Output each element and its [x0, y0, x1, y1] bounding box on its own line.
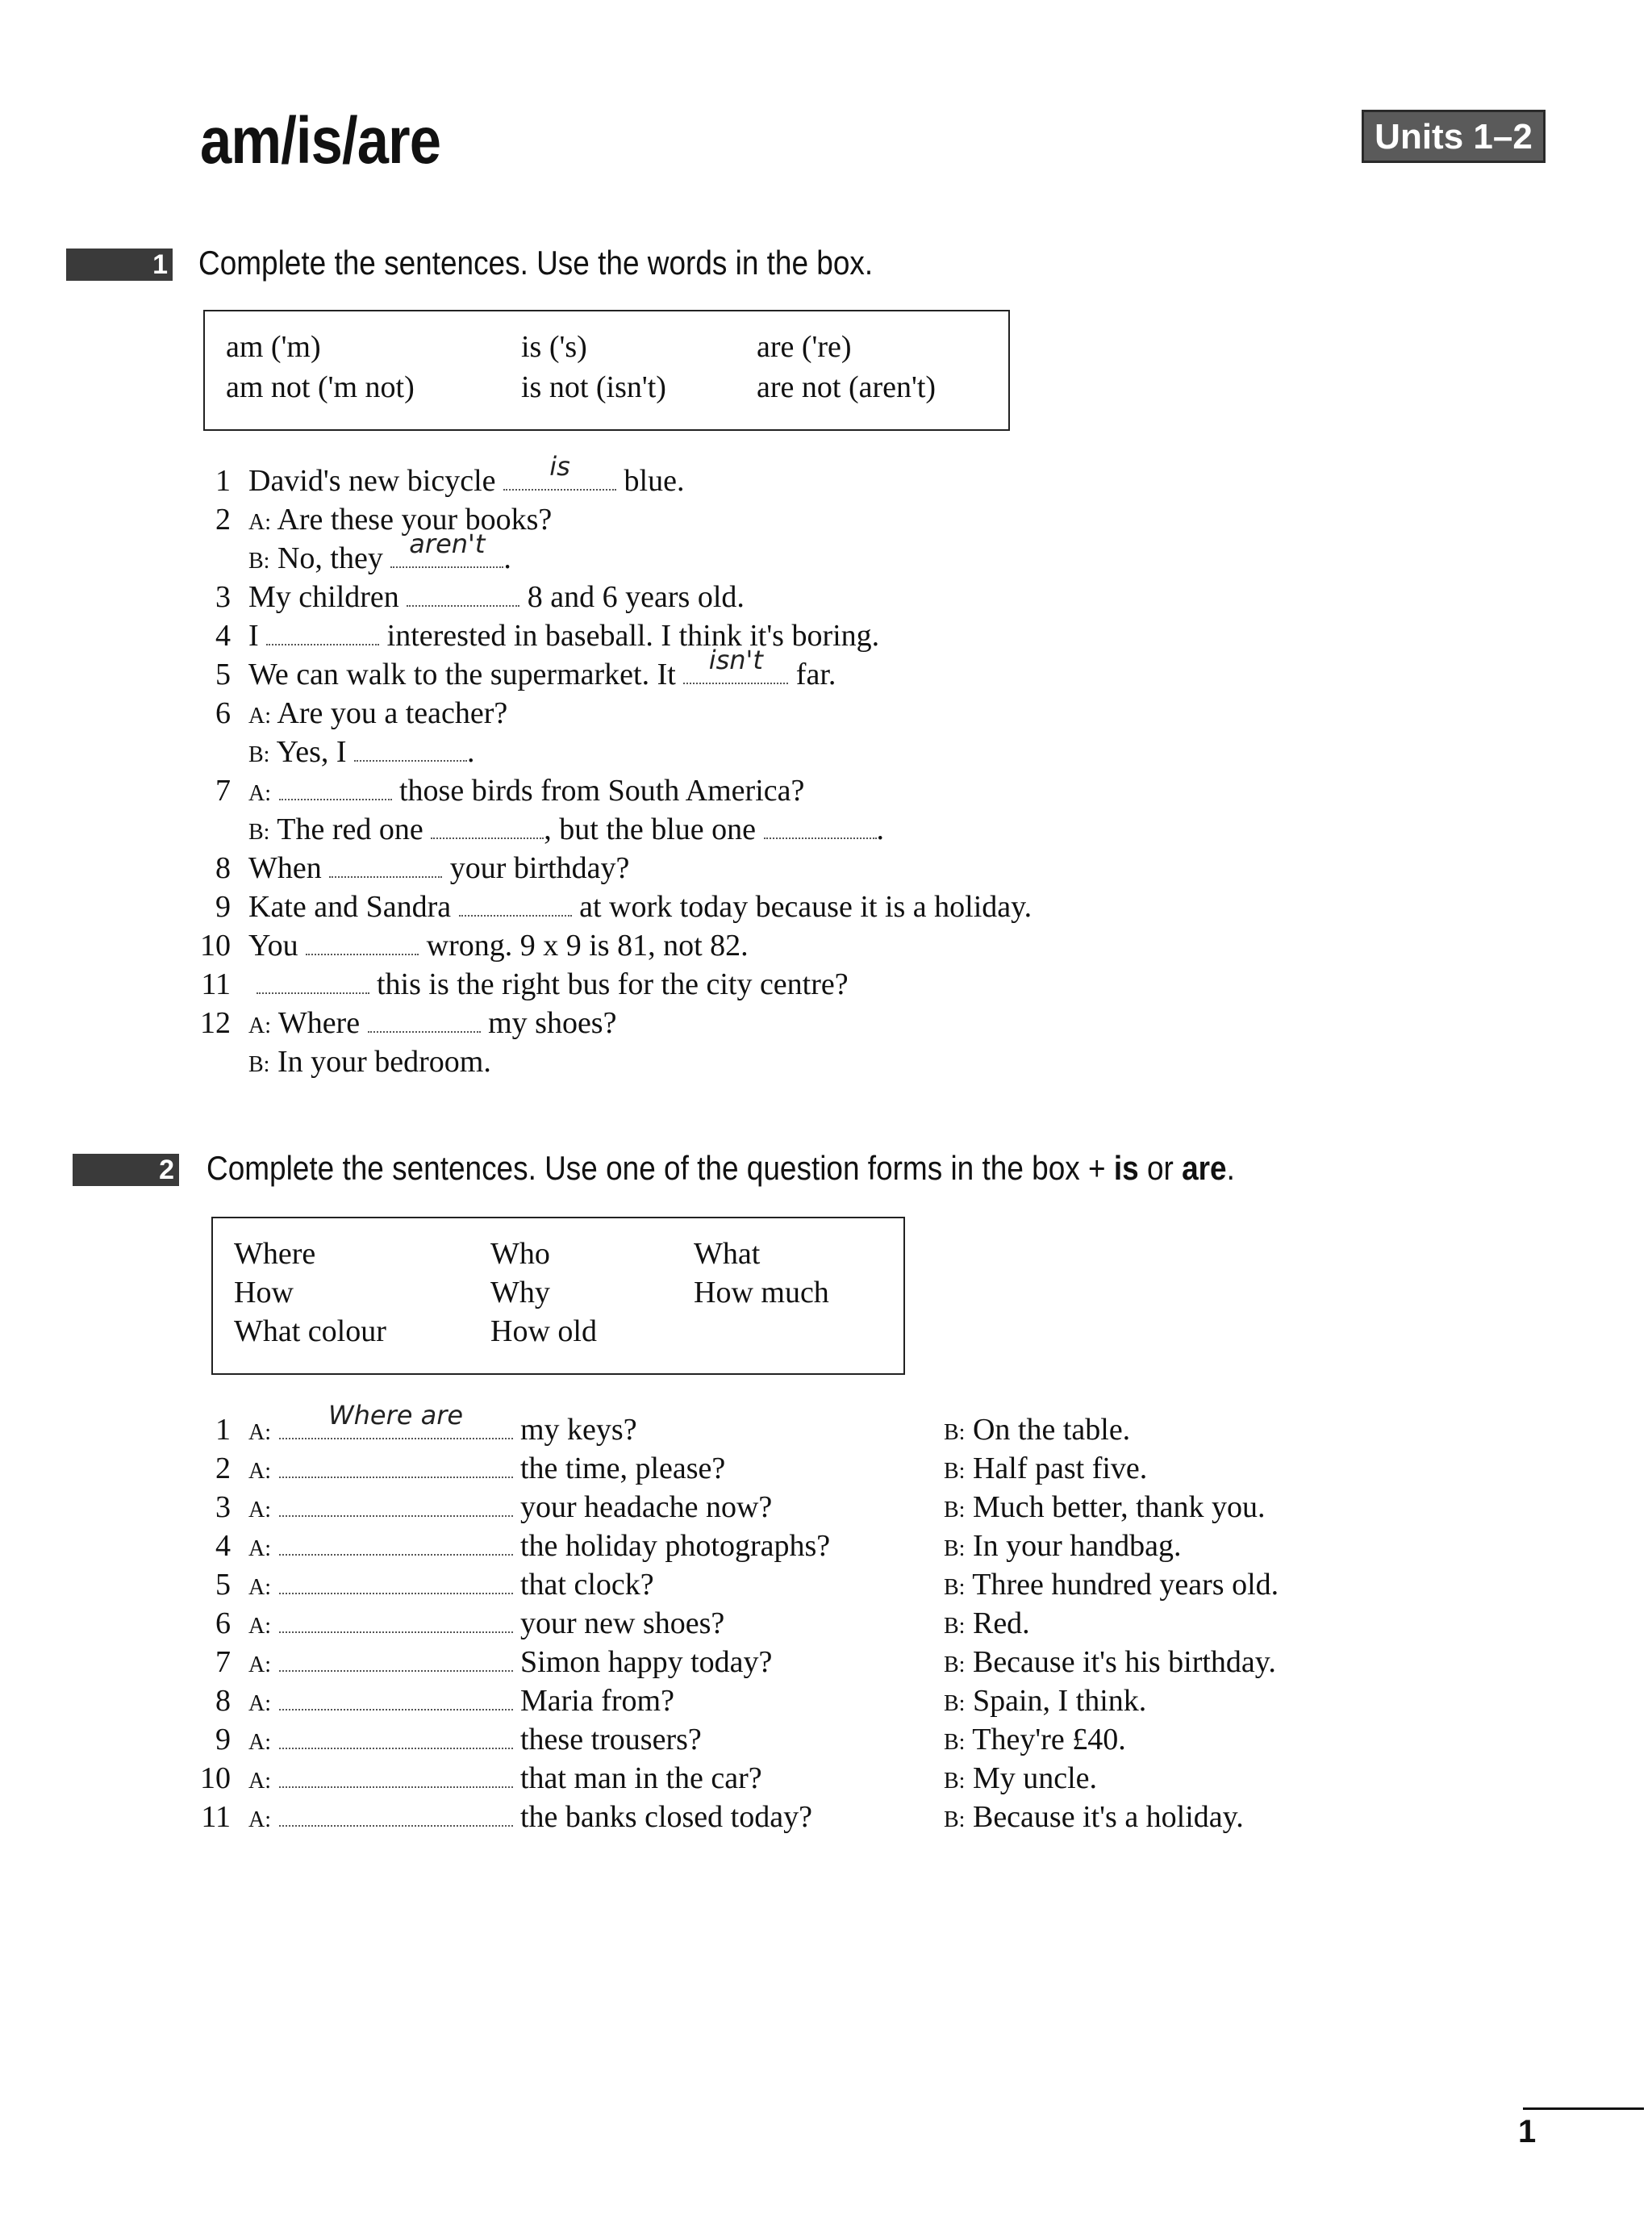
word-box-cell: How old: [490, 1314, 597, 1348]
answer-blank[interactable]: [279, 1530, 513, 1556]
answer-blank[interactable]: [764, 813, 877, 839]
ex2-reply-8: B: Spain, I think.: [944, 1684, 1147, 1718]
ex1-item-3: 3 My children 8 and 6 years old.: [215, 580, 745, 614]
ex1-item-2a: 2 A: Are these your books?: [215, 503, 553, 537]
handwritten-answer: is: [549, 451, 570, 482]
answer-blank[interactable]: [279, 1801, 513, 1827]
ex2-reply-2: B: Half past five.: [944, 1452, 1148, 1485]
answer-blank[interactable]: [257, 968, 369, 994]
word-box-cell: is not (isn't): [521, 370, 666, 404]
ex2-reply-11: B: Because it's a holiday.: [944, 1800, 1244, 1834]
answer-blank[interactable]: [266, 620, 379, 645]
handwritten-answer: aren't: [409, 528, 486, 559]
ex1-item-6b: B: Yes, I .: [248, 735, 475, 769]
handwritten-answer: Where are: [327, 1400, 464, 1431]
word-box-cell: How much: [694, 1276, 829, 1309]
answer-blank[interactable]: [279, 1400, 513, 1439]
ex2-reply-10: B: My uncle.: [944, 1761, 1098, 1795]
ex2-item-4: 4 A: the holiday photographs?: [215, 1529, 831, 1563]
answer-blank[interactable]: [279, 1491, 513, 1517]
ex2-reply-9: B: They're £40.: [944, 1723, 1126, 1756]
word-box-cell: What: [694, 1237, 761, 1271]
page-rule: [1523, 2107, 1644, 2110]
answer-blank[interactable]: [503, 451, 616, 491]
answer-blank[interactable]: [390, 528, 503, 568]
ex1-item-6a: 6 A: Are you a teacher?: [215, 696, 508, 730]
ex2-reply-5: B: Three hundred years old.: [944, 1568, 1279, 1602]
ex2-item-11: 11 A: the banks closed today?: [201, 1800, 812, 1834]
ex2-item-7: 7 A: Simon happy today?: [215, 1645, 773, 1679]
exercise-1-tab: [66, 249, 173, 281]
ex1-item-10: 10 You wrong. 9 x 9 is 81, not 82.: [200, 929, 749, 963]
answer-blank[interactable]: [279, 1452, 513, 1478]
word-box-cell: How: [234, 1276, 294, 1309]
word-box-cell: is ('s): [521, 330, 587, 364]
ex2-reply-1: B: On the table.: [944, 1413, 1131, 1447]
ex1-item-2b: B: No, they aren't .: [194, 539, 511, 581]
ex1-item-11: 11 this is the right bus for the city centre?: [201, 967, 849, 1001]
word-box-cell: are not (aren't): [757, 370, 937, 404]
exercise-1-instruction: Complete the sentences. Use the words in the box.: [198, 244, 874, 282]
word-box-cell: are ('re): [757, 330, 852, 364]
answer-blank[interactable]: [279, 775, 392, 800]
answer-blank[interactable]: [279, 1685, 513, 1710]
ex1-item-12b: B: In your bedroom.: [248, 1045, 491, 1079]
exercise-2-word-box: [211, 1217, 905, 1375]
answer-blank[interactable]: [279, 1646, 513, 1672]
unit-badge: Units 1–2: [1362, 110, 1546, 163]
word-box-cell: Who: [490, 1237, 550, 1271]
ex1-item-5: 5 We can walk to the supermarket. It isn't far.: [194, 655, 836, 694]
answer-blank[interactable]: [306, 929, 419, 955]
answer-blank[interactable]: [279, 1568, 513, 1594]
ex1-item-9: 9 Kate and Sandra at work today because it is a holiday.: [215, 890, 1032, 924]
ex2-reply-6: B: Red.: [944, 1606, 1030, 1640]
handwritten-answer: isn't: [708, 645, 763, 675]
answer-blank[interactable]: [329, 852, 442, 878]
answer-blank[interactable]: [407, 581, 519, 607]
exercise-2-number: 2: [159, 1155, 174, 1185]
ex2-item-5: 5 A: that clock?: [215, 1568, 654, 1602]
word-box-cell: am ('m): [226, 330, 321, 364]
ex2-item-6: 6 A: your new shoes?: [215, 1606, 725, 1640]
word-box-cell: Why: [490, 1276, 550, 1309]
ex2-reply-3: B: Much better, thank you.: [944, 1490, 1266, 1524]
ex2-reply-7: B: Because it's his birthday.: [944, 1645, 1276, 1679]
ex1-item-1: 1 David's new bicycle is blue.: [194, 462, 684, 500]
page-number: 1: [1518, 2114, 1537, 2149]
ex2-reply-4: B: In your handbag.: [944, 1529, 1182, 1563]
answer-blank[interactable]: [368, 1007, 481, 1033]
ex2-item-2: 2 A: the time, please?: [215, 1452, 726, 1485]
word-box-cell: Where: [234, 1237, 316, 1271]
answer-blank[interactable]: [279, 1762, 513, 1788]
answer-blank[interactable]: [431, 813, 544, 839]
answer-blank[interactable]: [279, 1723, 513, 1749]
ex1-item-8: 8 When your birthday?: [215, 851, 630, 885]
ex2-item-9: 9 A: these trousers?: [215, 1723, 702, 1756]
exercise-1-number: 1: [152, 249, 168, 280]
ex2-item-3: 3 A: your headache now?: [215, 1490, 773, 1524]
answer-blank[interactable]: [459, 891, 572, 917]
exercise-2-instruction: Complete the sentences. Use one of the question forms in the box + is or are.: [206, 1149, 1235, 1187]
ex1-item-12a: 12 A: Where my shoes?: [200, 1006, 617, 1040]
answer-blank[interactable]: [354, 736, 467, 762]
word-box-cell: What colour: [234, 1314, 386, 1348]
ex2-item-1: 1 A: Where are my keys?: [194, 1410, 637, 1452]
answer-blank[interactable]: [683, 645, 788, 684]
page-title: am/is/are: [200, 104, 441, 178]
ex2-item-8: 8 A: Maria from?: [215, 1684, 674, 1718]
ex1-item-4: 4 I interested in baseball. I think it's boring.: [215, 619, 880, 653]
word-box-cell: am not ('m not): [226, 370, 415, 404]
answer-blank[interactable]: [279, 1607, 513, 1633]
exercise-2-tab: [73, 1154, 179, 1186]
ex1-item-7b: B: The red one , but the blue one .: [248, 812, 885, 846]
ex1-item-7a: 7 A: those birds from South America?: [215, 774, 805, 808]
exercise-1-word-box: [203, 310, 1010, 431]
ex2-item-10: 10 A: that man in the car?: [200, 1761, 762, 1795]
